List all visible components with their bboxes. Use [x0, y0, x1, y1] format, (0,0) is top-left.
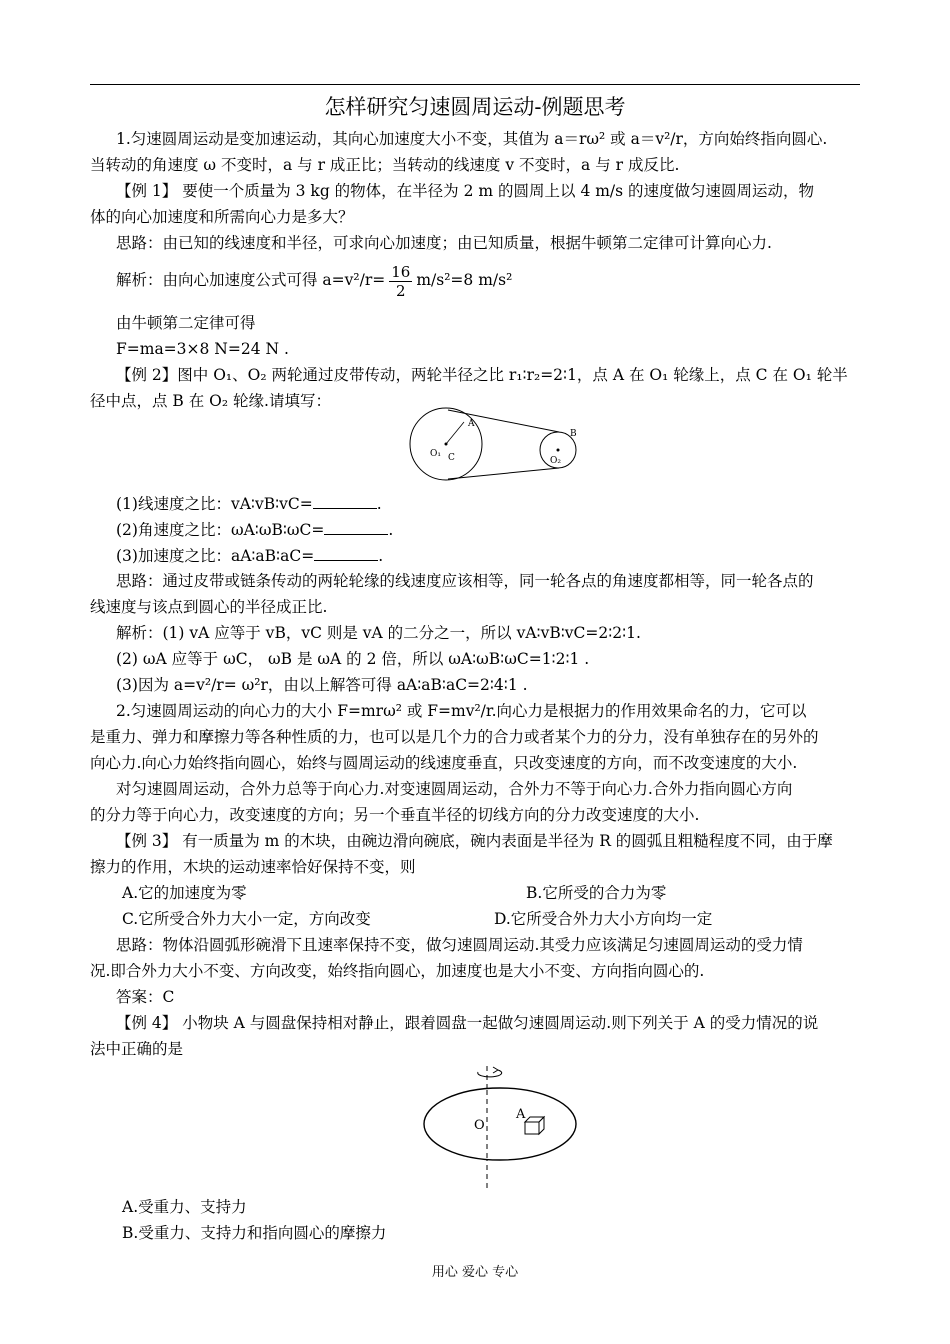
- section2-line3: 向心力.向心力始终指向圆心，始终与圆周运动的线速度垂直，只改变速度的方向，而不改变速度的大小.: [90, 754, 798, 772]
- disk-ellipse: [424, 1088, 576, 1160]
- example2-question-line2: 径中点，点 B 在 O₂ 轮缘.请填写：: [90, 392, 331, 410]
- example1-fraction: [389, 263, 412, 300]
- example3-option-d: D.它所受合外力大小方向均一定: [494, 910, 713, 928]
- example2-solution1: 解析：(1) vA 应等于 vB，vC 则是 vA 的二分之一，所以 vA∶vB∶vC=2∶2∶1.: [116, 624, 641, 642]
- label-c: C: [448, 453, 455, 463]
- block-icon: [525, 1117, 544, 1134]
- example4-question-line1: 【例 4】 小物块 A 与圆盘保持相对静止，跟着圆盘一起做匀速圆周运动.则下列关于 A 的受力情况的说: [116, 1014, 819, 1032]
- example1-solution: [116, 260, 512, 300]
- answer-blank-1[interactable]: [313, 492, 377, 509]
- section1-line2: 当转动的角速度 ω 不变时，a 与 r 成正比；当转动的线速度 v 不变时，a 与 r 成反比.: [90, 156, 680, 174]
- example1-newton-text: 由牛顿第二定律可得: [116, 314, 256, 332]
- example3-option-c: C.它所受合外力大小一定，方向改变: [122, 910, 371, 928]
- label-b: B: [570, 429, 577, 439]
- example3-option-b: B.它所受的合力为零: [526, 884, 667, 902]
- example2-solution3: (3)因为 a=v²/r= ω²r，由以上解答可得 aA∶aB∶aC=2∶4∶1 .: [116, 676, 528, 694]
- answer-blank-3[interactable]: [314, 544, 378, 561]
- blank3-text: (3)加速度之比：aA∶aB∶aC=: [116, 547, 315, 565]
- example4-option-b: B.受重力、支持力和指向圆心的摩擦力: [122, 1224, 387, 1242]
- answer-blank-2[interactable]: [324, 518, 388, 535]
- center-o1-dot: [445, 443, 448, 446]
- label-o2: O₂: [550, 456, 561, 466]
- example4-question-line2: 法中正确的是: [90, 1040, 184, 1058]
- example3-answer: 答案：C: [116, 988, 175, 1006]
- section2-line1: 2.匀速圆周运动的向心力的大小 F=mrω² 或 F=mv²/r.向心力是根据力的作用效果命名的力，它可以: [116, 702, 807, 720]
- section2-line4: 对匀速圆周运动，合外力总等于向心力.对变速圆周运动，合外力不等于向心力.合外力指向圆心方向: [116, 780, 793, 798]
- example3-option-a: A.它的加速度为零: [122, 884, 247, 902]
- example3-question-line2: 擦力的作用，木块的运动速率恰好保持不变，则: [90, 858, 416, 876]
- example2-solution2: (2) ωA 应等于 ωC， ωB 是 ωA 的 2 倍，所以 ωA∶ωB∶ωC=1∶2∶1 .: [116, 650, 590, 668]
- arrow-head-icon: [493, 1067, 498, 1073]
- header-rule: [90, 84, 860, 85]
- blank2-text: (2)角速度之比：ωA∶ωB∶ωC=: [116, 521, 325, 539]
- example1-solution-prefix: 解析：由向心加速度公式可得 a=v²/r=: [116, 271, 386, 289]
- label-o1: O₁: [430, 449, 441, 459]
- fraction-numerator: 16: [391, 262, 411, 281]
- radius-line: [446, 422, 464, 444]
- example2-idea-line1: 思路：通过皮带或链条传动的两轮轮缘的线速度应该相等，同一轮各点的角速度都相等，同一轮各点的: [116, 572, 814, 590]
- example2-blank1: (1)线速度之比：vA∶vB∶vC= .: [116, 492, 382, 515]
- label-a: A: [468, 419, 475, 429]
- example3-idea-line1: 思路：物体沿圆弧形碗滑下且速率保持不变，做匀速圆周运动.其受力应该满足匀速圆周运动的受力情: [116, 936, 803, 954]
- example2-blank3: (3)加速度之比：aA∶aB∶aC= .: [116, 544, 383, 567]
- belt-pulley-diagram: [400, 406, 590, 482]
- belt-top: [448, 410, 559, 432]
- fraction-denominator: 2: [396, 281, 406, 300]
- example1-question-line2: 体的向心加速度和所需向心力是多大？: [90, 208, 354, 226]
- example3-question-line1: 【例 3】 有一质量为 m 的木块，由碗边滑向碗底，碗内表面是半径为 R 的圆弧且粗糙程度不同，由于摩: [116, 832, 833, 850]
- belt-bottom: [448, 468, 559, 479]
- example1-idea: 思路：由已知的线速度和半径，可求向心加速度；由已知质量，根据牛顿第二定律可计算向心力.: [116, 234, 772, 252]
- example2-idea-line2: 线速度与该点到圆心的半径成正比.: [90, 598, 328, 616]
- example1-force-result: F=ma=3×8 N=24 N .: [116, 340, 289, 358]
- page-footer: 用心 爱心 专心: [431, 1265, 519, 1280]
- section2-line2: 是重力、弹力和摩擦力等各种性质的力，也可以是几个力的合力或者某个力的分力，没有单独存在的另外的: [90, 728, 819, 746]
- section1-line1: 1.匀速圆周运动是变加速运动，其向心加速度大小不变，其值为 a＝rω² 或 a＝v²/r，方向始终指向圆心.: [116, 130, 828, 148]
- blank1-text: (1)线速度之比：vA∶vB∶vC=: [116, 495, 313, 513]
- page-title: 怎样研究匀速圆周运动-例题思考: [324, 95, 626, 119]
- center-o2-dot: [557, 449, 560, 452]
- example2-question-line1: 【例 2】图中 O₁、O₂ 两轮通过皮带传动，两轮半径之比 r₁∶r₂=2∶1，点 A 在 O₁ 轮缘上，点 C 在 O₁ 轮半: [116, 366, 848, 384]
- example1-solution-suffix: m/s²=8 m/s²: [416, 271, 513, 289]
- label-o: O: [474, 1118, 485, 1133]
- example1-question-line1: 【例 1】 要使一个质量为 3 kg 的物体，在半径为 2 m 的圆周上以 4 m/s 的速度做匀速圆周运动，物: [116, 182, 815, 200]
- example4-option-a: A.受重力、支持力: [122, 1198, 247, 1216]
- rotating-disk-diagram: [420, 1062, 590, 1192]
- rotation-arrow-icon: [478, 1070, 502, 1077]
- section2-line5: 的分力等于向心力，改变速度的方向；另一个垂直半径的切线方向的分力改变速度的大小.: [90, 806, 700, 824]
- label-block-a: A: [516, 1107, 526, 1122]
- example3-idea-line2: 况.即合外力大小不变、方向改变，始终指向圆心，加速度也是大小不变、方向指向圆心的.: [90, 962, 705, 980]
- example2-blank2: (2)角速度之比：ωA∶ωB∶ωC= .: [116, 518, 393, 541]
